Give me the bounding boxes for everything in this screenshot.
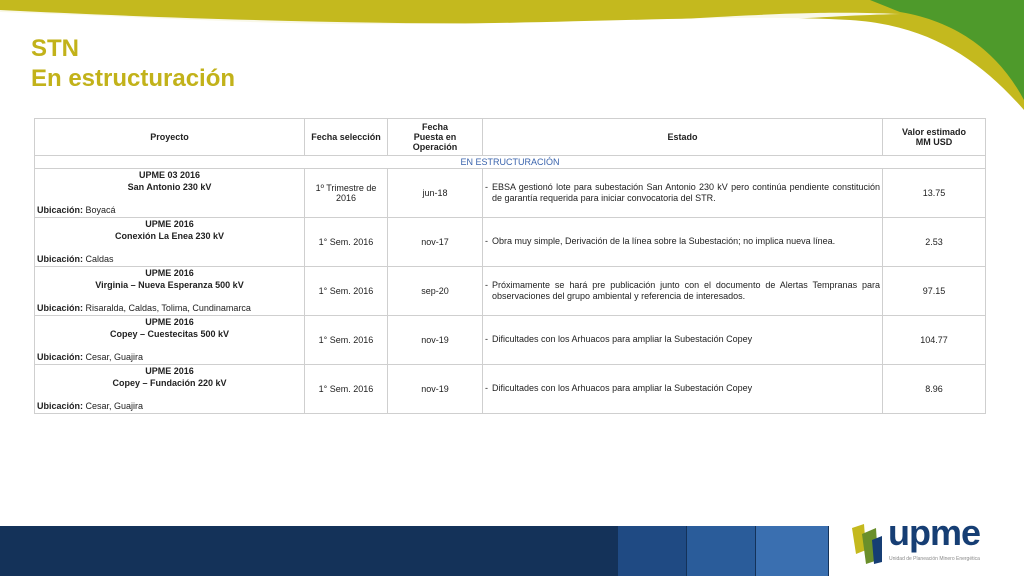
- location-label: Ubicación:: [37, 254, 84, 264]
- fecha-seleccion-cell: [305, 365, 388, 414]
- table-row: [35, 316, 986, 365]
- estado-item: [485, 280, 880, 303]
- project-location: [37, 205, 302, 216]
- location-label: Ubicación:: [37, 352, 84, 362]
- location-value: Risaralda, Caldas, Tolima, Cundinamarca: [85, 303, 251, 313]
- project-name-line1: UPME 2016: [145, 366, 194, 376]
- estado-cell: [483, 365, 883, 414]
- projects-table: [34, 118, 986, 414]
- project-cell: [35, 365, 305, 414]
- estado-cell: [483, 169, 883, 218]
- fecha-seleccion-line1: 1° Sem. 2016: [318, 237, 374, 247]
- fecha-puesta-cell: nov-19: [388, 365, 483, 414]
- fecha-seleccion-cell: [305, 316, 388, 365]
- upme-logo-text: upme: [888, 512, 981, 553]
- project-cell: [35, 267, 305, 316]
- estado-text: Obra muy simple, Derivación de la línea sobre la Subestación; no implica nueva línea.: [492, 236, 836, 247]
- valor-cell: 104.77: [883, 316, 986, 365]
- estado-text: Dificultades con los Arhuacos para ampliar la Subestación Copey: [492, 334, 753, 345]
- estado-cell: [483, 316, 883, 365]
- estado-bullet: -: [485, 279, 488, 290]
- estado-text: Dificultades con los Arhuacos para ampliar la Subestación Copey: [492, 383, 753, 394]
- fecha-seleccion-line2: 2016: [335, 193, 357, 203]
- location-value: Cesar, Guajira: [85, 352, 144, 362]
- project-name-line2: San Antonio 230 kV: [127, 181, 212, 192]
- fecha-puesta-cell: jun-18: [388, 169, 483, 218]
- footer-block-1: [618, 526, 686, 576]
- header-estado: Estado: [483, 119, 883, 156]
- project-name-line2: Virginia – Nueva Esperanza 500 kV: [95, 279, 244, 290]
- fecha-puesta-cell: sep-20: [388, 267, 483, 316]
- valor-cell: 13.75: [883, 169, 986, 218]
- header-fecha-puesta-line1: Fecha: [421, 122, 448, 132]
- table-row: [35, 267, 986, 316]
- project-cell: [35, 218, 305, 267]
- header-fecha-puesta: [388, 119, 483, 156]
- location-value: Caldas: [85, 254, 114, 264]
- project-location: [37, 352, 302, 363]
- upme-logo-tagline: Unidad de Planeación Minero Energética: [889, 556, 980, 562]
- table-header-row: [35, 119, 986, 156]
- project-location: [37, 303, 302, 314]
- estado-bullet: -: [485, 181, 488, 192]
- estado-bullet: -: [485, 236, 488, 247]
- footer-block-3: [756, 526, 828, 576]
- valor-cell: 2.53: [883, 218, 986, 267]
- project-location: [37, 401, 302, 412]
- estado-cell: [483, 267, 883, 316]
- section-label: EN ESTRUCTURACIÓN: [35, 156, 986, 169]
- estado-cell: [483, 218, 883, 267]
- project-name-line2: Conexión La Enea 230 kV: [114, 230, 225, 241]
- location-label: Ubicación:: [37, 303, 84, 313]
- table-row: [35, 169, 986, 218]
- project-cell: [35, 316, 305, 365]
- project-name-line2: Copey – Fundación 220 kV: [112, 377, 227, 388]
- header-valor-line1: Valor estimado: [901, 127, 967, 137]
- estado-text: EBSA gestionó lote para subestación San Antonio 230 kV pero continúa pendiente constitución de garantía requerida para iniciar convocatoria del STR.: [492, 181, 880, 203]
- title-line-1: STN: [31, 35, 79, 62]
- valor-cell: 97.15: [883, 267, 986, 316]
- location-value: Cesar, Guajira: [85, 401, 144, 411]
- fecha-seleccion-line1: 1° Sem. 2016: [318, 384, 374, 394]
- fecha-puesta-cell: nov-19: [388, 316, 483, 365]
- fecha-seleccion-cell: [305, 267, 388, 316]
- estado-item: [485, 334, 880, 346]
- fecha-seleccion-line1: 1° Sem. 2016: [318, 286, 374, 296]
- slide-title: [31, 34, 235, 94]
- project-name-line1: UPME 2016: [145, 317, 194, 327]
- header-valor: [883, 119, 986, 156]
- project-name-line1: UPME 2016: [145, 268, 194, 278]
- title-line-2: En estructuración: [31, 65, 236, 92]
- estado-bullet: -: [485, 383, 488, 394]
- header-fecha-seleccion: Fecha selección: [305, 119, 388, 156]
- header-fecha-puesta-line3: Operación: [412, 142, 458, 152]
- estado-item: [485, 236, 880, 248]
- header-fecha-puesta-line2: Puesta en: [413, 132, 457, 142]
- table-row: [35, 365, 986, 414]
- estado-item: [485, 182, 880, 205]
- estado-text: Próximamente se hará pre publicación junto con el documento de Alertas Tempranas para observaciones del grupo ambiental y referencia de interesados.: [492, 279, 880, 301]
- location-value: Boyacá: [85, 205, 116, 215]
- location-label: Ubicación:: [37, 401, 84, 411]
- fecha-seleccion-cell: [305, 169, 388, 218]
- estado-bullet: -: [485, 334, 488, 345]
- fecha-seleccion-cell: [305, 218, 388, 267]
- upme-logo-mark-icon: [848, 520, 884, 566]
- fecha-seleccion-line1: 1º Trimestre de: [315, 183, 377, 193]
- footer-block-2: [687, 526, 755, 576]
- project-name-line2: Copey – Cuestecitas 500 kV: [109, 328, 230, 339]
- project-name-line1: UPME 03 2016: [138, 170, 201, 180]
- project-location: [37, 254, 302, 265]
- estado-item: [485, 383, 880, 395]
- section-row: [35, 156, 986, 169]
- project-name-line1: UPME 2016: [145, 219, 194, 229]
- fecha-puesta-cell: nov-17: [388, 218, 483, 267]
- project-cell: [35, 169, 305, 218]
- header-proyecto: Proyecto: [35, 119, 305, 156]
- fecha-seleccion-line1: 1° Sem. 2016: [318, 335, 374, 345]
- header-valor-line2: MM USD: [915, 137, 953, 147]
- table-row: [35, 218, 986, 267]
- valor-cell: 8.96: [883, 365, 986, 414]
- location-label: Ubicación:: [37, 205, 84, 215]
